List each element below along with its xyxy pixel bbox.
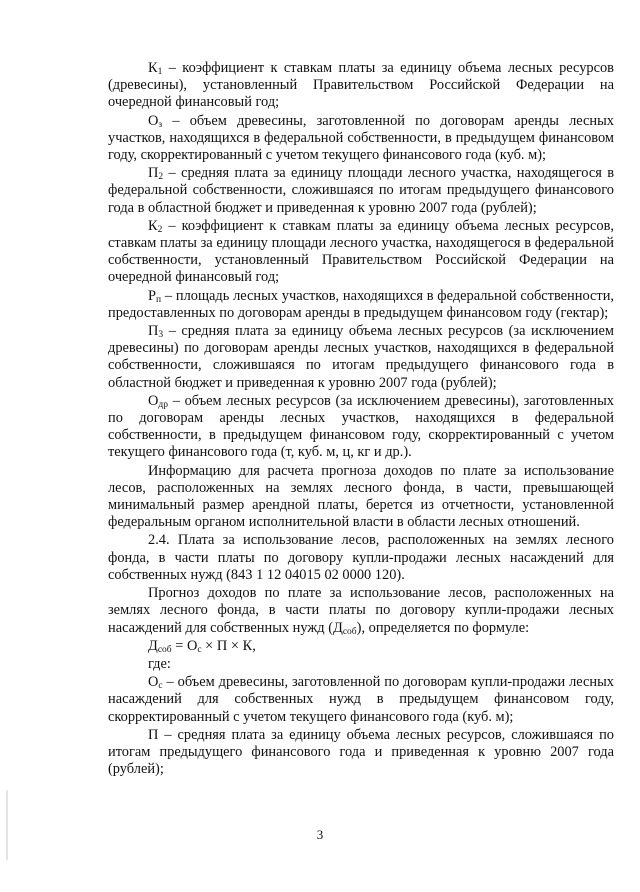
scan-edge-artifact bbox=[6, 790, 8, 860]
paragraph-oc: $О_с$ – объем древесины, заготовленной по договорам купли-продажи лесных насаждений для собственных нужд в предыдущем финансовом году, скорректированный с учетом текущего финансового года (куб. м); bbox=[108, 674, 614, 725]
paragraph-k1: $К_1$ – коэффициент к ставкам платы за единицу объема лесных ресурсов (древесины), установленный Правительством Российской Федерации на очередной финансовый год; bbox=[108, 60, 614, 111]
paragraph-p3: $П_3$ – средняя плата за единицу объема лесных ресурсов (за исключением древесины) по договорам аренды лесных участков, находящихся в федеральной собственности, сложившаяся по итогам предыдущего финансового года в областной бюджет и приведенная к уровню 2007 года (рублей); bbox=[108, 323, 614, 391]
paragraph-info: Информацию для расчета прогноза доходов по плате за использование лесов, расположенных на землях лесного фонда, в части, превышающей минимальный размер арендной платы, берется из отчетности, установленной федеральным органом исполнительной власти в области лесных отношений. bbox=[108, 462, 614, 531]
paragraph-rp: $Р_п$ – площадь лесных участков, находящихся в федеральной собственности, предоставленных по договорам аренды в предыдущем финансовом году (гектар); bbox=[108, 287, 614, 321]
paragraph-forecast: Прогноз доходов по плате за использование лесов, расположенных на землях лесного фонда, в части платы по договору купли-продажи лесных насаждений для собственных нужд $(Д_{соб})$, определяется по формуле: bbox=[108, 585, 614, 637]
paragraph-odr: $О_{др}$ – объем лесных ресурсов (за исключением древесины), заготовленных по договорам аренды лесных участков, находящихся в федеральной собственности, в предыдущем финансовом году, скорректированный с учетом текущего финансового года (т, куб. м, ц, кг и др.). bbox=[108, 392, 614, 461]
document-body bbox=[108, 60, 614, 778]
paragraph-p2: $П_2$ – средняя плата за единицу площади лесного участка, находящегося в федеральной собственности, сложившаяся по итогам предыдущего финансового года в областной бюджет и приведенная к уровню 2007 года (рублей); bbox=[108, 165, 614, 216]
paragraph-p: П – средняя плата за единицу объема лесных ресурсов, сложившаяся по итогам предыдущего финансового года и приведенная к уровню 2007 года (рублей); bbox=[108, 726, 614, 778]
where-label: где: bbox=[148, 655, 171, 672]
page-number: 3 bbox=[316, 827, 324, 842]
paragraph-section-2-4: 2.4. Плата за использование лесов, расположенных на землях лесного фонда, в части платы по договору купли-продажи лесных насаждений для собственных нужд (843 1 12 04015 02 0000 120). bbox=[108, 532, 614, 583]
paragraph-k2: $К_2$ – коэффициент к ставкам платы за единицу объема лесных ресурсов, ставкам платы за единицу площади лесного участка, находящегося в федеральной собственности, установленный Правительством Российской Федерации на очередной финансовый год; bbox=[108, 217, 614, 286]
paragraph-oz: $О_з$ – объем древесины, заготовленной по договорам аренды лесных участков, находящихся в федеральной собственности, в предыдущем финансовом году, скорректированный с учетом текущего финансового года (куб. м); bbox=[108, 112, 614, 164]
formula: $Д_{соб} = О_с \times П \times К$, bbox=[148, 637, 256, 655]
